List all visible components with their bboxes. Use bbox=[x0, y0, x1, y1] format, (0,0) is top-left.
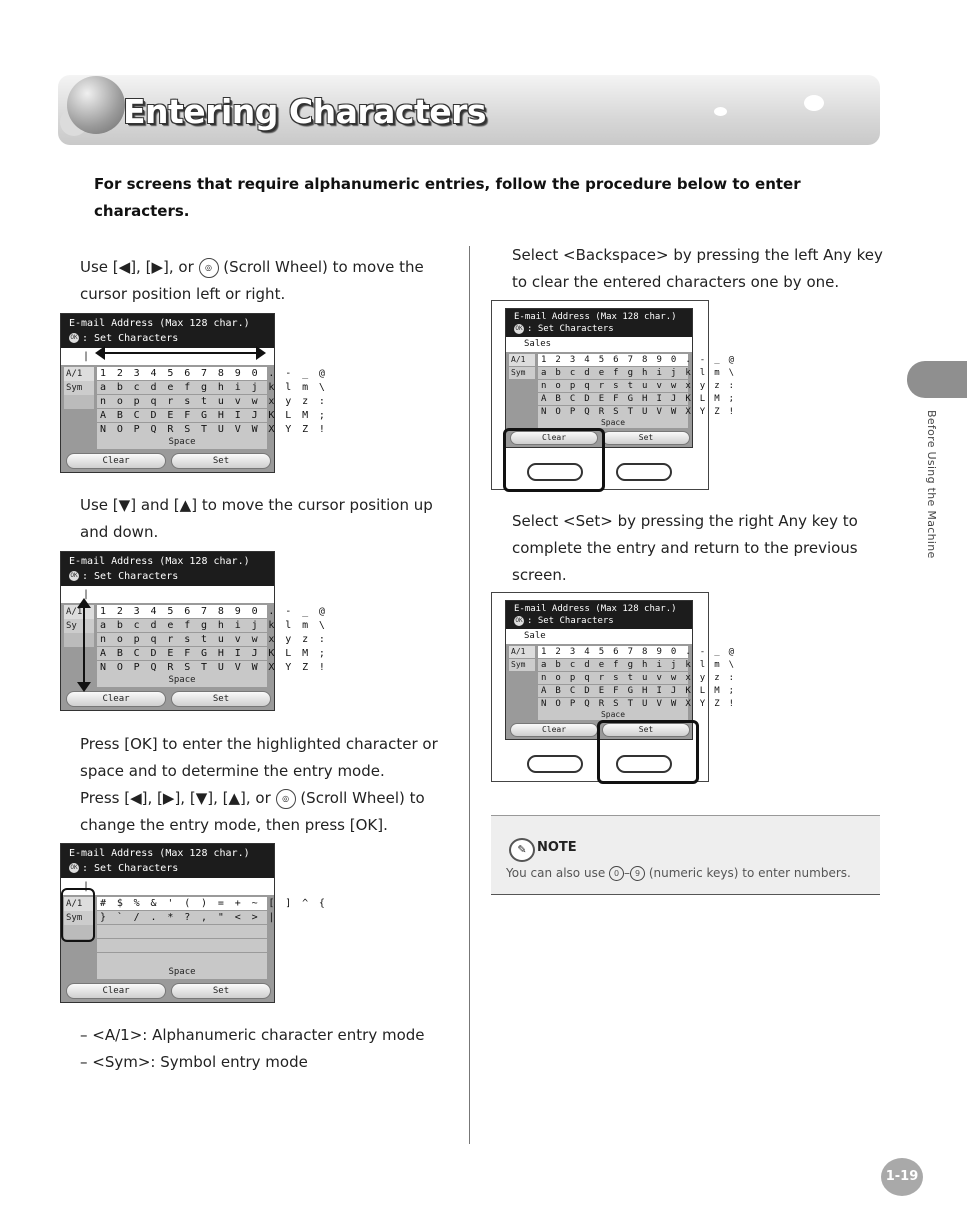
left-any-key[interactable] bbox=[527, 755, 583, 773]
step-press-ok: Press [OK] to enter the highlighted character or space and to determine the entry mode. Press [◀], [▶], [▼], [▲], or ◎ (Scroll Wheel) to change the entry mode, then press [OK]. bbox=[80, 735, 438, 834]
numeric-key-9-icon: 9 bbox=[630, 866, 645, 881]
intro-text: For screens that require alphanumeric entries, follow the procedure below to enter characters. bbox=[94, 175, 801, 220]
arrow-head-right-icon bbox=[256, 346, 266, 360]
vertical-arrow-icon bbox=[83, 605, 85, 685]
banner-sphere-icon bbox=[67, 76, 125, 134]
mode-sym[interactable]: Sym bbox=[64, 911, 94, 925]
char-grid[interactable]: 1 2 3 4 5 6 7 8 9 0 . - _ @ a b c d e f g h i j k l m \ n o p q r s t u v w x y z : A B C D E F G H I J K L M ; N O P Q R S T U V W X Y Z ! bbox=[97, 367, 267, 437]
space-key[interactable]: Space bbox=[97, 674, 267, 687]
mode-sym[interactable]: Sym bbox=[509, 659, 535, 671]
note-label: NOTE bbox=[537, 840, 577, 855]
page-title: Entering Characters bbox=[123, 92, 487, 131]
down-arrow-icon: ▼ bbox=[195, 789, 208, 807]
lcd-screen-1: E-mail Address (Max 128 char.) OK : Set Characters | A/1 Sym 1 2 3 4 5 6 7 8 9 0 . - _ @ a b c d e f g h i j k l m \ n o p q r s t u v w x y z : A B C D E F G H I J K L M ; N O P Q R S T U V W X Y Z ! Space Clear Set bbox=[60, 313, 275, 473]
step-set: Select <Set> by pressing the right Any key to complete the entry and return to the previous screen. bbox=[512, 512, 858, 584]
symbol-grid[interactable]: # $ % & ' ( ) = + ~ [ ] ^ { } ` / . * ? , " < > | bbox=[97, 897, 267, 967]
page-number: 1-19 bbox=[881, 1158, 923, 1196]
right-arrow-icon: ▶ bbox=[162, 789, 175, 807]
lcd-screen-5: E-mail Address (Max 128 char.) OK : Set Characters Sale A/1 Sym 1 2 3 4 5 6 7 8 9 0 . - _ @ a b c d e f g h i j k l m \ n o p q r s t u v w x y z : A B C D E F G H I J K L M ; N O P Q R S T U V W X Y Z ! Space Clear Set bbox=[505, 600, 693, 740]
space-key[interactable]: Space bbox=[538, 710, 688, 720]
set-highlight-box bbox=[597, 720, 699, 784]
left-arrow-icon: ◀ bbox=[118, 258, 131, 276]
mode-blank bbox=[64, 395, 94, 409]
input-field[interactable]: Sales bbox=[506, 337, 692, 352]
input-field[interactable]: | bbox=[61, 586, 274, 603]
mode-a1[interactable]: A/1 bbox=[64, 605, 94, 619]
clear-button[interactable]: Clear bbox=[510, 431, 598, 445]
banner-highlight-dot bbox=[714, 107, 727, 116]
arrow-head-down-icon bbox=[77, 682, 91, 692]
mode-sym[interactable]: Sym bbox=[509, 367, 535, 379]
space-key[interactable]: Space bbox=[97, 966, 267, 979]
clear-button[interactable]: Clear bbox=[66, 983, 166, 999]
pencil-icon: ✎ bbox=[509, 838, 535, 862]
mode-a1[interactable]: A/1 bbox=[509, 354, 535, 366]
mode-list bbox=[80, 1022, 465, 1076]
ok-icon: OK bbox=[70, 334, 78, 341]
right-any-key[interactable] bbox=[616, 463, 672, 481]
step-up-down: Use [▼] and [▲] to move the cursor position up and down. bbox=[80, 496, 433, 541]
mode-a1[interactable]: A/1 bbox=[64, 897, 94, 911]
clear-button[interactable]: Clear bbox=[66, 691, 166, 707]
up-arrow-icon: ▲ bbox=[179, 496, 192, 514]
clear-button[interactable]: Clear bbox=[510, 723, 598, 737]
set-button[interactable]: Set bbox=[171, 691, 271, 707]
input-field[interactable]: | bbox=[61, 348, 274, 365]
ok-icon: OK bbox=[515, 324, 523, 332]
step-backspace: Select <Backspace> by pressing the left Any key to clear the entered characters one by one. bbox=[512, 246, 883, 291]
mode-highlight-box bbox=[61, 888, 95, 942]
set-button[interactable]: Set bbox=[171, 453, 271, 469]
char-grid[interactable]: 1 2 3 4 5 6 7 8 9 0 . - _ @ a b c d e f g h i j k l m \ n o p q r s t u v w x y z : A B C D E F G H I J K L M ; N O P Q R S T U V W X Y Z ! bbox=[97, 605, 267, 675]
ok-icon: OK bbox=[515, 616, 523, 624]
mode-blank bbox=[64, 633, 94, 647]
scroll-wheel-icon: ◎ bbox=[199, 258, 219, 278]
arrow-head-up-icon bbox=[77, 598, 91, 608]
ok-icon: OK bbox=[70, 572, 78, 579]
set-button[interactable]: Set bbox=[602, 431, 690, 445]
right-arrow-icon: ▶ bbox=[151, 258, 163, 276]
left-arrow-icon: ◀ bbox=[130, 789, 142, 807]
banner-highlight-dot bbox=[804, 95, 824, 111]
char-grid[interactable]: 1 2 3 4 5 6 7 8 9 0 . - _ @ a b c d e f g h i j k l m \ n o p q r s t u v w x y z : A B C D E F G H I J K L M ; N O P Q R S T U V W X Y Z ! bbox=[538, 354, 688, 419]
mode-a1[interactable]: A/1 bbox=[64, 367, 94, 381]
char-grid[interactable]: 1 2 3 4 5 6 7 8 9 0 . - _ @ a b c d e f g h i j k l m \ n o p q r s t u v w x y z : A B C D E F G H I J K L M ; N O P Q R S T U V W X Y Z ! bbox=[538, 646, 688, 711]
column-divider bbox=[469, 246, 470, 1144]
mode-a1[interactable]: A/1 bbox=[509, 646, 535, 658]
down-arrow-icon: ▼ bbox=[118, 496, 131, 514]
mode-sym[interactable]: Sym bbox=[64, 381, 94, 395]
step-left-right: Use [◀], [▶], or ◎ (Scroll Wheel) to move the cursor position left or right. bbox=[80, 258, 424, 303]
up-arrow-icon: ▲ bbox=[228, 789, 241, 807]
clear-button[interactable]: Clear bbox=[66, 453, 166, 469]
section-tab bbox=[907, 361, 967, 398]
set-button[interactable]: Set bbox=[171, 983, 271, 999]
lcd-screen-4: E-mail Address (Max 128 char.) OK : Set Characters Sales A/1 Sym 1 2 3 4 5 6 7 8 9 0 . - _ @ a b c d e f g h i j k l m \ n o p q r s t u v w x y z : A B C D E F G H I J K L M ; N O P Q R S T U V W X Y Z ! Space Clear Set bbox=[505, 308, 693, 448]
input-field[interactable]: | bbox=[61, 878, 274, 895]
lcd-screen-2: E-mail Address (Max 128 char.) OK : Set Characters | A/1 Sy 1 2 3 4 5 6 7 8 9 0 . - _ @ a b c d e f g h i j k l m \ n o p q r s t u v w x y z : A B C D E F G H I J K L M ; N O P Q R S T U V W X Y Z ! Space Clear Set bbox=[60, 551, 275, 711]
scroll-wheel-icon: ◎ bbox=[276, 789, 296, 809]
clear-highlight-box bbox=[503, 428, 605, 492]
lcd-screen-3: E-mail Address (Max 128 char.) OK : Set Characters | A/1 Sym # $ % & ' ( ) = + ~ [ ] ^ { } ` / . * ? , " < > | Space Clear Set bbox=[60, 843, 275, 1003]
note-box bbox=[491, 815, 880, 895]
space-key[interactable]: Space bbox=[538, 418, 688, 428]
section-tab-label: Before Using the Machine bbox=[925, 410, 938, 559]
numeric-key-0-icon: 0 bbox=[609, 866, 624, 881]
space-key[interactable]: Space bbox=[97, 436, 267, 449]
set-button[interactable]: Set bbox=[602, 723, 690, 737]
list-item: – <A/1>: Alphanumeric character entry mode bbox=[80, 1026, 425, 1044]
mode-sym[interactable]: Sy bbox=[64, 619, 94, 633]
horizontal-arrow-icon bbox=[100, 352, 258, 354]
note-text: You can also use 0 – 9 (numeric keys) to enter numbers. bbox=[506, 866, 851, 880]
ok-icon: OK bbox=[70, 864, 78, 871]
arrow-head-left-icon bbox=[95, 346, 105, 360]
input-field[interactable]: Sale bbox=[506, 629, 692, 644]
list-item: – <Sym>: Symbol entry mode bbox=[80, 1053, 308, 1071]
